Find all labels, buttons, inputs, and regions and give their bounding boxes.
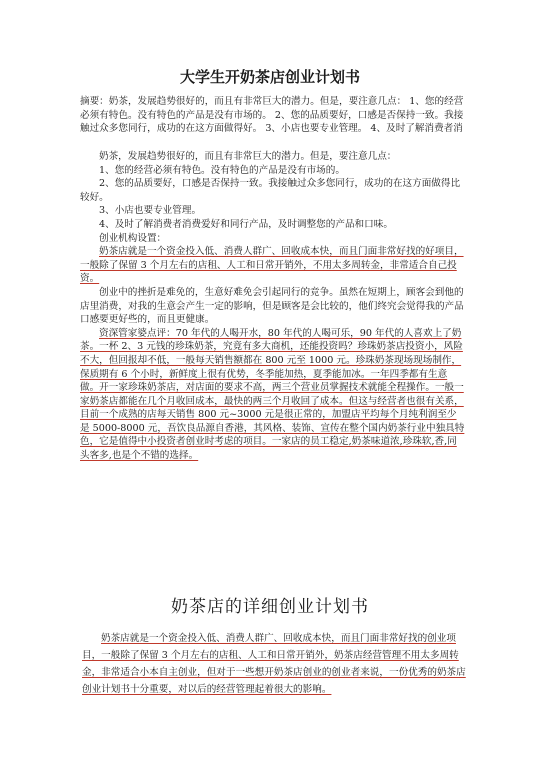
detail-paragraph: [82, 630, 466, 698]
detail-text: 奶茶店就是一个资金投入低、消费人群广、回收成本快，而且门面非常好找的创业项目，一般除了保留 3 个月左右的店租、人工和日常开销外，奶茶店经营管理不用太多周转金，非常适合小本自主创业，但对于一些想开奶茶店创业的创业者来说，一份优秀的奶茶店创业计划书十分重要，对以后的经营管理起着很大的影响。: [82, 633, 466, 695]
abstract-text: 摘要：奶茶，发展趋势很好的，而且有非常巨大的潜力。但是，要注意几点： 1、您的经营必须有特色。没有特色的产品是没有市场的。 2、您的品质要好，口感是否保持一致。我接触过众多您同行，成功的在这方面做得好。 3、小店也要专业管理。 4、及时了解消费者消: [80, 96, 464, 135]
body-paragraph-9: 资深管家婆点评：70 年代的人喝开水，80 年代的人喝可乐，90 年代的人喜欢上了奶茶。一杯 2、3 元钱的珍珠奶茶，究竟有多大商机，还能投资吗？珍珠奶茶店投资小，风险不大，但回报却不低，一般每天销售额都在 800 元至 1000 元。珍珠奶茶现场现场制作，保质期有 6 个小时，新鲜度上很有优势，冬季能加热，夏季能加冰。一年四季都有生意做。开一家珍珠奶茶店，对店面的要求不高，两三个营业员掌握技术就能全程操作。一般一家奶茶店都能在几个月收回成本，最快的两三个月收回了成本。但这与经营者也很有关系，目前一个成熟的店每天销售 800 元~3000 元是很正常的，加盟店平均每个月纯利润至少是 5000-8000 元，吾饮良品源自香港，其风格、装饰、宣传在整个国内奶茶行业中独具特色，它是值得中小投资者创业时考虑的项目。一家店的员工稳定,奶茶味道浓,珍珠软,香,同头客多,也是个不错的选择。: [80, 327, 465, 462]
body-paragraph-8: 创业中的挫折是难免的，生意好难免会引起同行的竞争。虽然在短期上，顾客会到他的店里消费，对我的生意会产生一定的影响，但是顾客是会比较的，他们终究会觉得我的产品口感要更好些的，而且更健康。: [80, 286, 464, 326]
body-paragraph-3: 2、您的品质要好，口感是否保持一致。我接触过众多您同行，成功的在这方面做得比较好。: [80, 178, 461, 203]
document-title: 大学生开奶茶店创业计划书: [179, 68, 360, 86]
body-paragraph-2: 1、您的经营必须有特色。没有特色的产品是没有市场的。: [99, 164, 345, 176]
body-paragraph-4: 3、小店也要专业管理。: [99, 205, 202, 217]
body-paragraph-1: 奶茶，发展趋势很好的，而且有非常巨大的潜力。但是，要注意几点：: [99, 151, 397, 162]
body-section: [80, 150, 466, 463]
abstract-paragraph: [80, 95, 466, 136]
body-paragraph-5: 4、及时了解消费者消费爱好和同行产品，及时调整您的产品和口味。: [99, 218, 393, 230]
body-paragraph-7: 奶茶店就是一个资金投入低、消费人群广、回收成本快，而且门面非常好找的好项目，一般除了保留 3 个月左右的店租、人工和日常开销外，不用太多周转金，非常适合自己投资。: [80, 246, 464, 285]
body-paragraph-6: 创业机构设置：: [99, 232, 167, 244]
section-title: 奶茶店的详细创业计划书: [171, 597, 369, 617]
